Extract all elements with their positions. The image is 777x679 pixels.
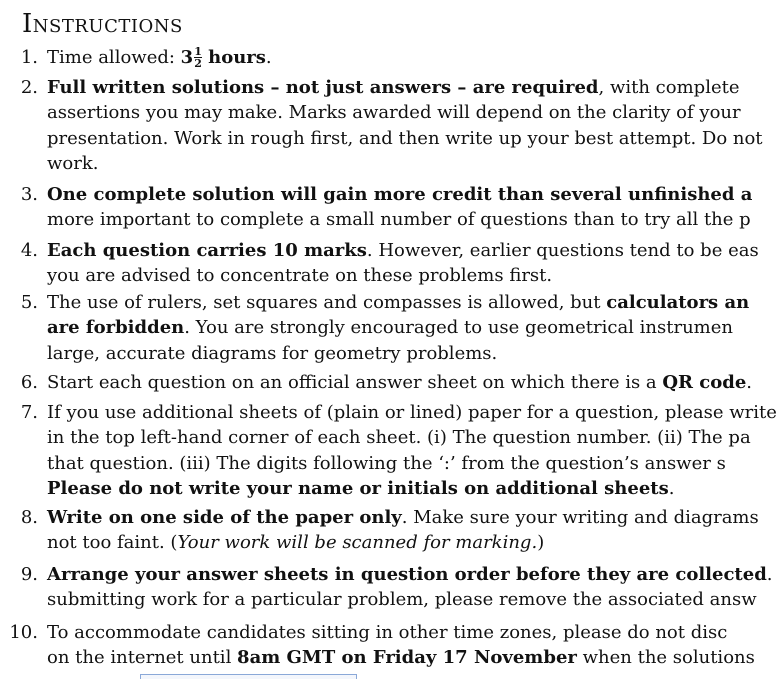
text-run: . You are strongly encouraged to use geometrical instrumen — [184, 317, 733, 339]
instruction-line — [47, 151, 747, 176]
bold-text: Full written solutions – not just answers – are required — [47, 77, 599, 98]
bold-text: 8am GMT on Friday 17 November — [237, 647, 577, 669]
instruction-number: 3. — [20, 184, 38, 205]
page-title: Instructions — [22, 9, 183, 39]
instruction-line — [47, 207, 751, 232]
text-run: not too faint. ( — [47, 532, 178, 554]
instruction-line — [47, 182, 753, 207]
instruction-line — [47, 425, 751, 450]
text-run: work. — [47, 152, 99, 174]
text-run: submitting work for a particular problem, please remove the associated answ — [47, 589, 757, 611]
instruction-text — [47, 370, 753, 395]
bold-text: Please do not write your name or initials on additional sheets — [47, 477, 669, 499]
instruction-number: 1. — [20, 47, 38, 68]
bold-text: QR code — [662, 372, 747, 393]
instruction-line — [47, 530, 747, 555]
instruction-text — [47, 45, 747, 70]
instruction-line — [47, 451, 747, 476]
instruction-line — [47, 45, 747, 70]
text-run: . — [746, 372, 753, 393]
text-run: that question. (iii) The digits following the ‘:’ from the question’s answer s — [47, 452, 726, 474]
instruction-text — [47, 400, 777, 501]
instruction-line — [47, 126, 763, 151]
instruction-line — [47, 645, 755, 670]
text-run: To accommodate candidates sitting in other time zones, please do not disc — [47, 622, 728, 643]
instruction-number: 7. — [20, 402, 38, 423]
bold-text: One complete solution will gain more credit than several unfinished a — [47, 184, 753, 205]
instruction-number: 9. — [20, 564, 38, 585]
bold-text: 3 — [180, 47, 194, 68]
instruction-line — [47, 263, 747, 288]
instruction-line — [47, 290, 750, 315]
instruction-number: 5. — [20, 292, 38, 313]
text-run: when the solutions — [576, 647, 755, 669]
instruction-line — [47, 587, 757, 612]
text-run: Time allowed: — [47, 47, 181, 68]
text-run: . However, earlier questions tend to be eas — [366, 240, 759, 261]
instruction-text — [47, 182, 753, 233]
instruction-line — [47, 370, 753, 395]
text-run: . — [766, 564, 773, 585]
bold-text: Arrange your answer sheets in question order before they are collected — [47, 564, 767, 585]
instruction-line — [47, 620, 747, 645]
bold-text: Write on one side of the paper only — [47, 507, 402, 528]
text-run: more important to complete a small number of questions than to try all the p — [47, 209, 751, 231]
instruction-line — [47, 562, 773, 587]
text-run: . Make sure your writing and diagrams — [401, 507, 759, 528]
instruction-line — [47, 238, 759, 263]
bold-text: are forbidden — [47, 317, 185, 339]
instruction-number: 4. — [20, 240, 38, 261]
text-run: . — [265, 47, 272, 68]
bold-text: Each question carries 10 marks — [47, 240, 367, 261]
text-run: large, accurate diagrams for geometry problems. — [47, 342, 498, 364]
italic-text: Your work will be scanned for marking. — [177, 532, 538, 554]
instruction-number: 10. — [9, 622, 38, 643]
text-run: ) — [537, 532, 545, 554]
instruction-text — [47, 75, 763, 176]
instruction-number: 8. — [20, 507, 38, 528]
text-run: , with complete — [598, 77, 740, 98]
bold-text: hours — [201, 47, 266, 68]
text-run: you are advised to concentrate on these problems first. — [47, 265, 553, 287]
instruction-line — [47, 315, 747, 340]
instruction-line — [47, 400, 777, 425]
instruction-line — [47, 100, 747, 125]
text-run: The use of rulers, set squares and compasses is allowed, but — [47, 292, 607, 313]
text-run: on the internet until — [47, 647, 238, 669]
instruction-text — [47, 238, 759, 289]
instruction-text — [47, 620, 755, 671]
instruction-line — [47, 505, 759, 530]
bold-text: calculators an — [606, 292, 750, 313]
text-run: Start each question on an official answer sheet on which there is a — [47, 372, 663, 393]
text-run: presentation. Work in rough first, and then write up your best attempt. Do not — [47, 127, 763, 149]
instruction-line — [47, 341, 747, 366]
instruction-number: 2. — [20, 77, 38, 98]
instruction-text — [47, 562, 773, 613]
fraction-numerator: 1 — [194, 44, 202, 58]
fraction — [194, 46, 202, 69]
instruction-text — [47, 505, 759, 556]
fraction-denominator: 2 — [194, 56, 202, 70]
text-run: assertions you may make. Marks awarded will depend on the clarity of your — [47, 102, 741, 124]
instruction-number: 6. — [20, 372, 38, 393]
text-run: . — [668, 477, 675, 499]
partial-link-box[interactable] — [140, 674, 357, 679]
instruction-line — [47, 476, 747, 501]
instruction-text — [47, 290, 750, 366]
instruction-line — [47, 75, 747, 100]
text-run: If you use additional sheets of (plain or lined) paper for a question, please write — [47, 402, 777, 423]
text-run: in the top left-hand corner of each sheet. (i) The question number. (ii) The pa — [47, 427, 751, 449]
